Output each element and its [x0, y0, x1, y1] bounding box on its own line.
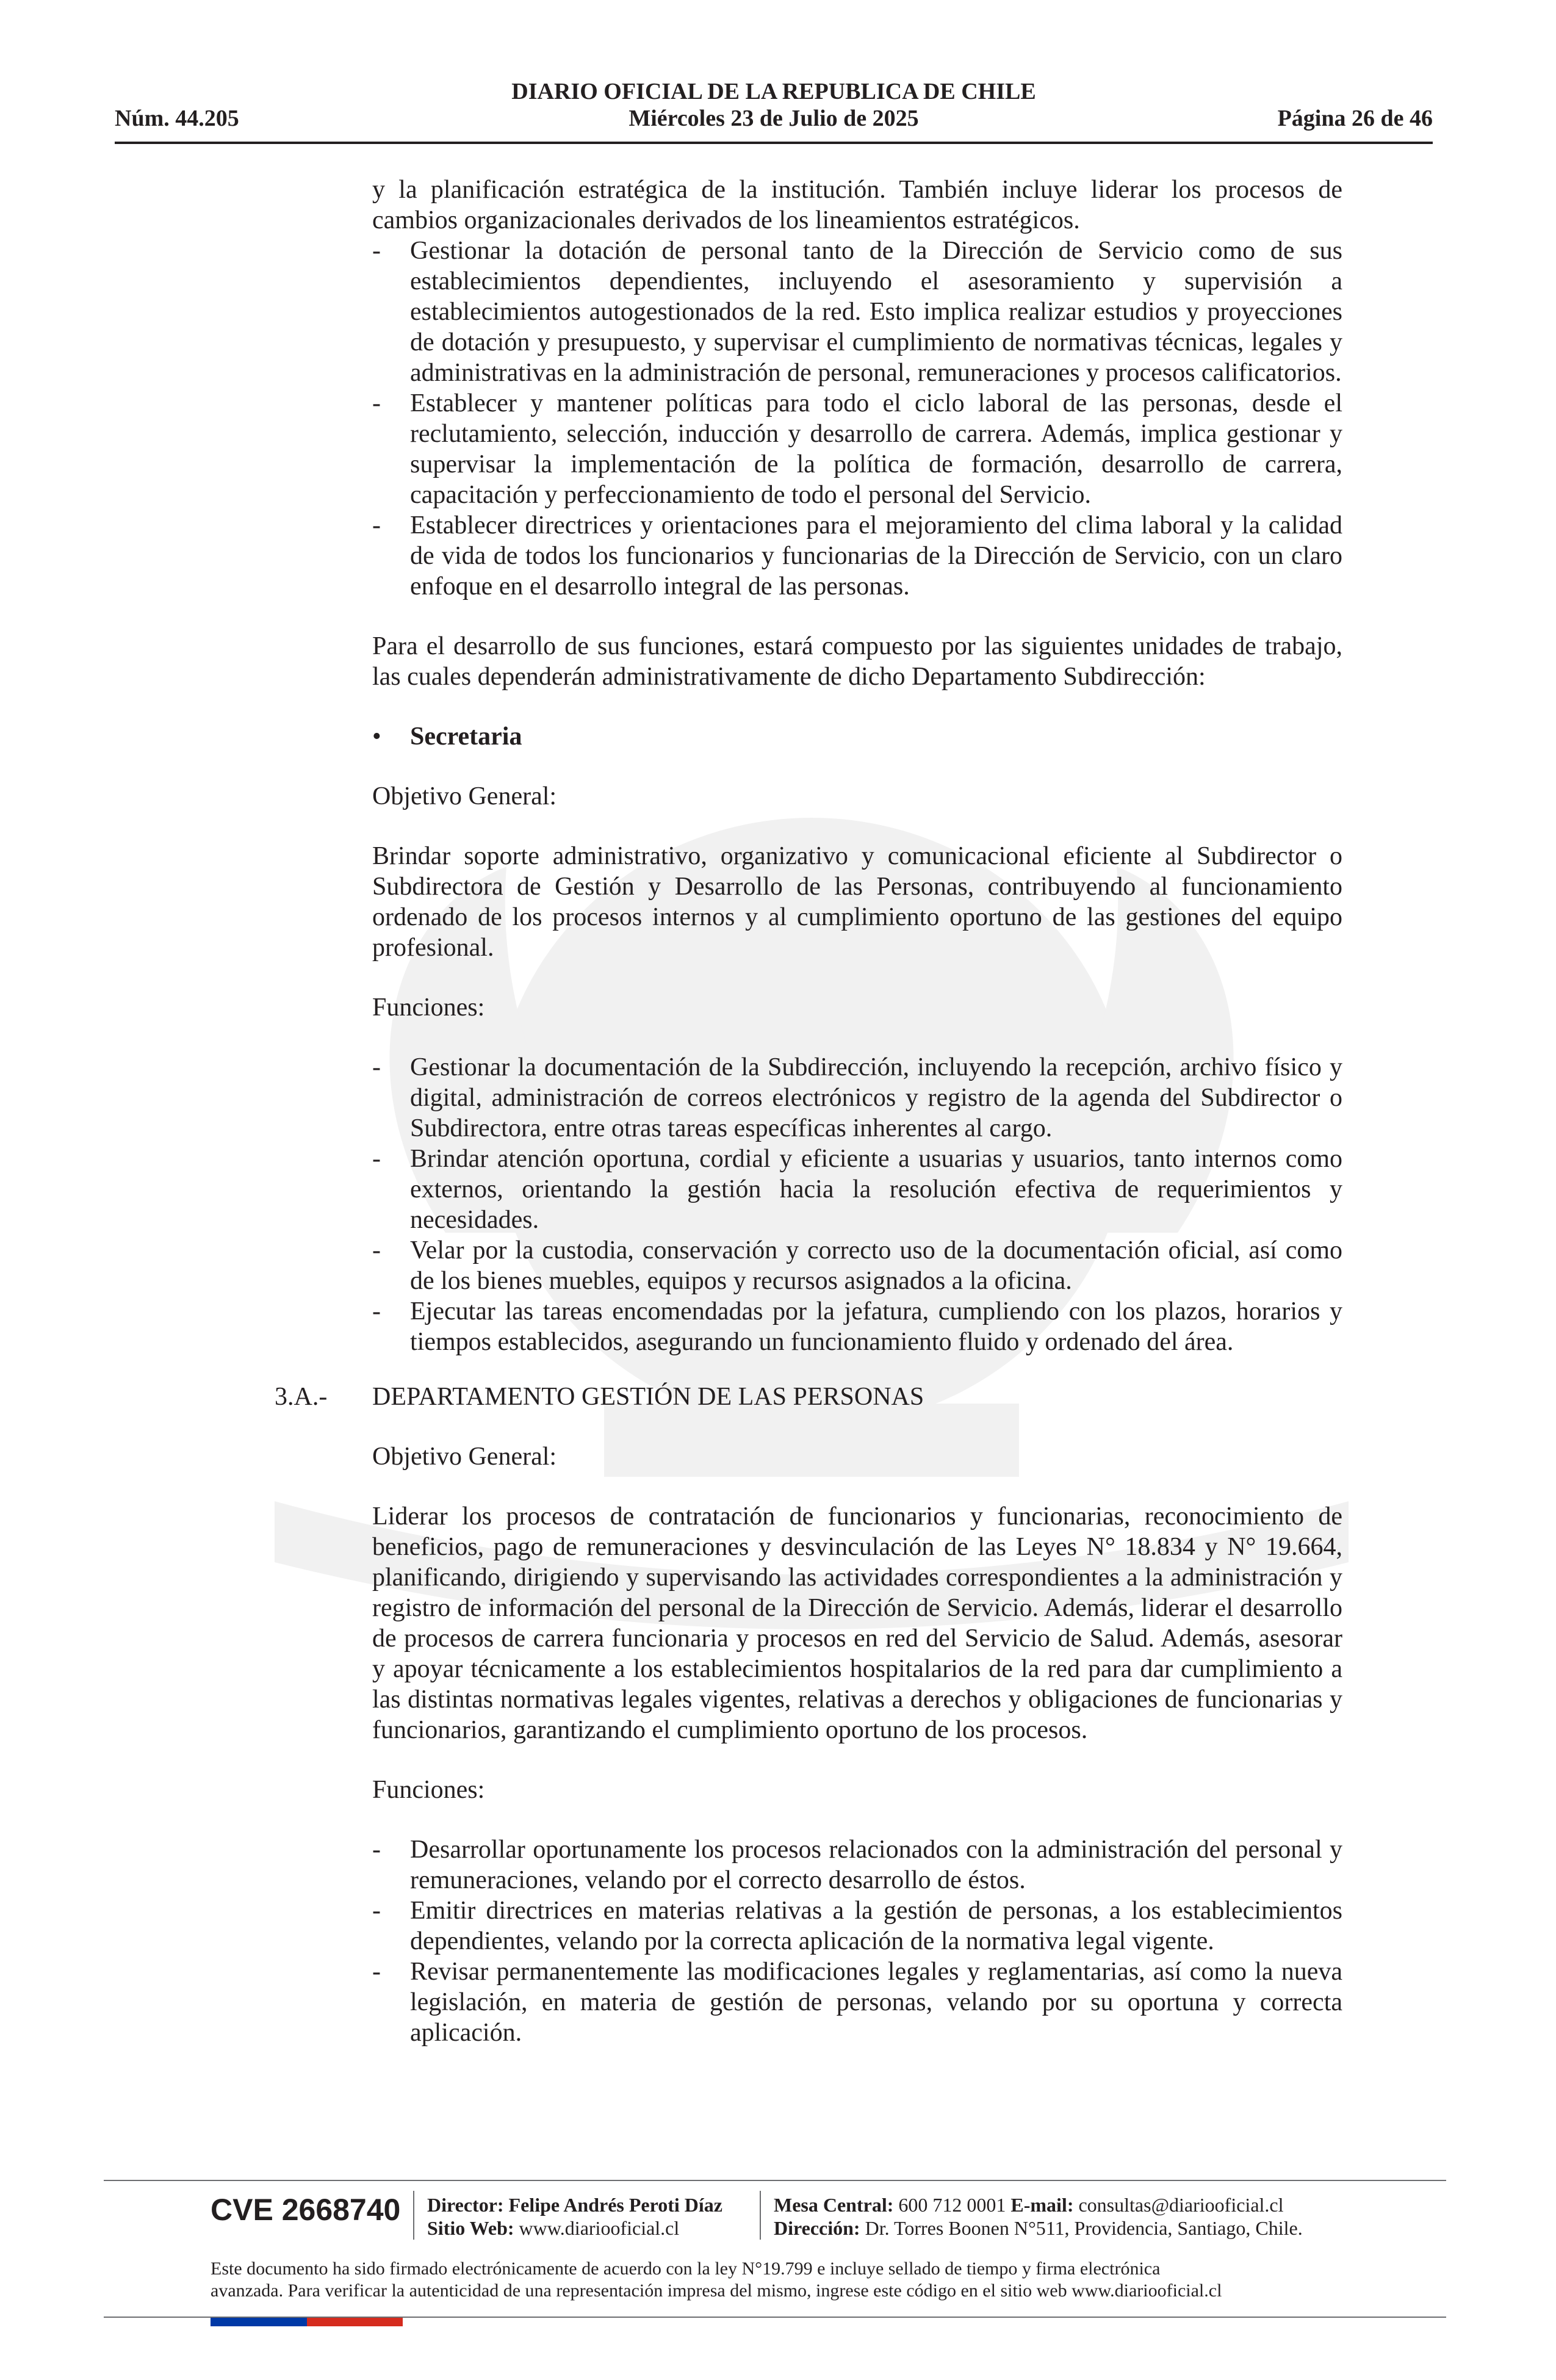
phone-number: 600 712 0001: [898, 2194, 1006, 2216]
objective-label: Objetivo General:: [372, 782, 557, 810]
list-item: - Gestionar la documentación de la Subdirección, incluyendo la recepción, archivo físico y digital, administración de correos electrónicos y registro de la agenda del Subdirector o Subdirectora, entre otras tareas específicas inherentes al cargo.: [372, 1053, 1342, 1142]
header-divider: [115, 142, 1433, 144]
functions-label: Funciones:: [372, 1776, 485, 1804]
list-item: - Revisar permanentemente las modificaciones legales y reglamentarias, así como la nueva legislación, en materia de gestión de personas, velando por su oportuna y correcta aplicación.: [372, 1958, 1342, 2047]
list-item: - Gestionar la dotación de personal tanto de la Dirección de Servicio como de sus establecimientos dependientes, incluyendo el asesoramiento y supervisión a establecimientos autogestionados de la red. Esto implica realizar estudios y proyecciones de dotación y presupuesto, y supervisar el cumplimiento de normativas técnicas, legales y administrativas en la administración de personal, remuneraciones y procesos calificatorios.: [372, 237, 1342, 387]
list-item: - Emitir directrices en materias relativas a la gestión de personas, a los establecimientos dependientes, velando por la correcta aplicación de la normativa legal vigente.: [372, 1897, 1342, 1955]
footer-director-block: Director: Felipe Andrés Peroti Díaz Sitio Web: www.diariooficial.cl: [427, 2194, 722, 2239]
flag-stripe-blue: [211, 2318, 307, 2326]
director-name: Felipe Andrés Peroti Díaz: [508, 2194, 722, 2216]
list-item: - Establecer y mantener políticas para todo el ciclo laboral de las personas, desde el reclutamiento, selección, inducción y desarrollo de carrera. Además, implica gestionar y supervisar la implementación de la política de formación, desarrollo de carrera, capacitación y perfeccionamiento de todo el personal del Servicio.: [372, 389, 1342, 509]
newspaper-title: DIARIO OFICIAL DE LA REPUBLICA DE CHILE: [511, 79, 1036, 104]
section-heading: [275, 1382, 1342, 1412]
responsibilities-list: [372, 236, 1342, 602]
objective-label: Objetivo General:: [372, 1443, 557, 1471]
section-title: DEPARTAMENTO GESTIÓN DE LAS PERSONAS: [372, 1383, 924, 1411]
list-item: - Establecer directrices y orientaciones para el mejoramiento del clima laboral y la calidad de vida de todos los funcionarios y funcionarias de la Dirección de Servicio, con un claro enfoque en el desarrollo integral de las personas.: [372, 511, 1342, 600]
website-link[interactable]: www.diariooficial.cl: [519, 2217, 680, 2239]
list-item: - Desarrollar oportunamente los procesos relacionados con la administración del personal y remuneraciones, velando por el correcto desarrollo de éstos.: [372, 1836, 1342, 1894]
email-link[interactable]: consultas@diariooficial.cl: [1078, 2194, 1284, 2216]
functions-label: Funciones:: [372, 993, 485, 1022]
flag-stripe-red: [307, 2318, 403, 2326]
document-body: [275, 175, 1342, 2048]
secretaria-heading: • Secretaria: [372, 723, 522, 751]
units-paragraph: Para el desarrollo de sus funciones, estará compuesto por las siguientes unidades de trabajo, las cuales dependerán administrativamente de dicho Departamento Subdirección:: [372, 632, 1342, 691]
footer-separator: [413, 2191, 414, 2240]
footer-divider: [104, 2180, 1446, 2181]
footer-separator: [760, 2191, 761, 2240]
cve-code: CVE 2668740: [211, 2193, 401, 2227]
secretaria-functions-list: [372, 1052, 1342, 1357]
header-row: [115, 105, 1433, 137]
list-item: - Velar por la custodia, conservación y correcto uso de la documentación oficial, así como de los bienes muebles, equipos y recursos asignados a la oficina.: [372, 1236, 1342, 1295]
signature-notice: Este documento ha sido firmado electrónicamente de acuerdo con la ley N°19.799 e incluye sellado de tiempo y firma electrónica avanzada. Para verificar la autenticidad de una representación impresa del mismo, ingrese este código en el sitio web www.diariooficial.cl: [211, 2259, 1222, 2301]
list-item: - Brindar atención oportuna, cordial y eficiente a usuarias y usuarios, tanto internos como externos, orientando la gestión hacia la resolución efectiva de requerimientos y necesidades.: [372, 1145, 1342, 1234]
department-functions-list: [372, 1834, 1342, 2048]
list-item: - Ejecutar las tareas encomendadas por la jefatura, cumpliendo con los plazos, horarios y tiempos establecidos, asegurando un funcionamiento fluido y ordenado del área.: [372, 1297, 1342, 1356]
issue-date: Miércoles 23 de Julio de 2025: [629, 106, 919, 131]
issue-number: Núm. 44.205: [115, 106, 239, 131]
objective-text: Liderar los procesos de contratación de funcionarios y funcionarias, reconocimiento de beneficios, pago de remuneraciones y desvinculación de las Leyes N° 18.834 y N° 19.664, planificando, dirigiendo y supervisando las actividades correspondientes a la administración y registro de información del personal de la Dirección de Servicio. Además, liderar el desarrollo de procesos de carrera funcionaria y procesos en red del Servicio de Salud. Además, asesorar y apoyar técnicamente a los establecimientos hospitalarios de la red para dar cumplimiento a las distintas normativas legales vigentes, relativas a derechos y obligaciones de funcionarias y funcionarios, garantizando el cumplimiento oportuno de los procesos.: [372, 1502, 1342, 1744]
intro-paragraph: y la planificación estratégica de la institución. También incluye liderar los procesos de cambios organizacionales derivados de los lineamientos estratégicos.: [372, 176, 1342, 234]
address: Dr. Torres Boonen N°511, Providencia, Santiago, Chile.: [865, 2217, 1303, 2239]
section-number: 3.A.-: [275, 1383, 328, 1411]
footer-contact-block: Mesa Central: 600 712 0001 E-mail: consultas@diariooficial.cl Dirección: Dr. Torres Boonen N°511, Providencia, Santiago, Chile.: [774, 2194, 1303, 2239]
page-number: Página 26 de 46: [1277, 106, 1433, 131]
objective-text: Brindar soporte administrativo, organizativo y comunicacional eficiente al Subdirector o Subdirectora de Gestión y Desarrollo de las Personas, contribuyendo al funcionamiento ordenado de los procesos internos y al cumplimiento oportuno de las gestiones del equipo profesional.: [372, 842, 1342, 962]
